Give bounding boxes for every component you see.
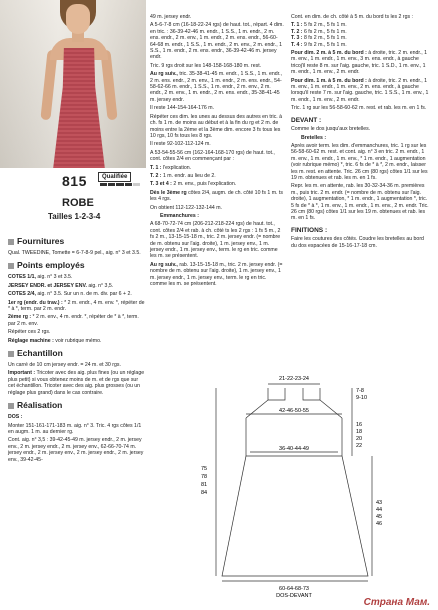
right-bottom-dim-2: 44 <box>376 507 383 513</box>
paragraph: A 68-70-72-74 cm (206-212-218-224 rgs) de haut. tot., cont. côtes 2/4 et rab. à ch. côté ts les 2 rgs : 1 fs 5 m., 2 fs 2 m., 13-15-15-18 m., tric. 2 m. jersey endr. (= nombre de m. obtenu sur l'aig. droite), 1 m. jersey env., 1 m. jersey endr., 1 m. jersey env., term. le rg en tric. comme les m. se présentent. <box>150 221 281 260</box>
right-mid-dim-1: 16 <box>356 422 363 428</box>
diagram-caption: DOS-DEVANT <box>276 593 312 599</box>
dos-text-2: Cont. aig. n° 3,5 : 39-42-45-49 m. jersey endr., 2 m. jersey env., 2 m. jersey endr., 2 m. jersey env., 62-66-70-74 m. jersey endr., 2 m. jersey env., 2 m. jersey endr., 2 m. jersey env., 39-42-45- <box>8 437 144 463</box>
paragraph: Tric. 1 rg sur les 56-58-60-62 m. rest. et rab. les m. en 1 fs. <box>291 105 427 112</box>
top-dimension: 21-22-23-24 <box>279 376 309 382</box>
paragraph: Pour dim. 2 m. à 5 m. du bord : à droite, tric. 2 m. endr., 1 m. env., 1 m. endr., 1 m. env., 3 m. ens. endr., à gauche tricoj'il reste 8 m. sur l'aig. gauche, tric. 1 S.D., 1 m. env., 1 m. endr., 1 m. env., 2 m. endr. <box>291 50 428 76</box>
point-item: JERSEY ENDR. et JERSEY ENV. aig. n° 3,5. <box>8 282 114 289</box>
point-item: Réglage machine : voir rubrique mémo. <box>8 337 102 344</box>
waist-dimension: 36-40-44-49 <box>279 446 309 452</box>
pattern-sizes: Tailles 1-2-3-4 <box>48 212 101 221</box>
point-item: 1er rg (endr. du trav.) : * 2 m. endr., 4 m. env. *, répéter de * à *, term. par 2 m. endr. <box>8 299 145 313</box>
paragraph: Repr. les m. en attente, rab. les 30-32-34-36 m. premières m., puis tric. 2 m. endr. (= nombre de m. obtenu sur l'aig. droite), 1 augmentation, * 1 m. endr., 1 augmentation *, tric. 5 fs de * à *, 1 m. env., 1 m. endr., 1 m. env., 2 m. endr. Tric. 26 cm (80 rgs) côtes 1/1 sur les 19 m. obtenues et rab. les m. en 1 fs. <box>291 183 429 222</box>
devant-label: DEVANT : <box>291 116 322 124</box>
paragraph: Il reste 144-154-164-176 m. <box>150 105 215 112</box>
paragraph: Au rg suiv., rab. 13-15-15-18 m., tric. 2 m. jersey endr. (= nombre de m. obtenu sur l'aig. droite), 1 m. jersey env., 1 m. jersey endr., 1 m. jersey env., term. le rg en tric. comme les m. se présentent. <box>150 261 283 288</box>
paragraph: 49 m. jersey endr. <box>150 14 192 20</box>
right-mid-dim-3: 20 <box>356 436 363 442</box>
paragraph: T. 2 : 1 m. endr. au lieu de 2. <box>150 172 216 179</box>
point-item: 2ème rg : * 2 m. env., 4 m. endr. *, répéter de * à *, term. par 2 m. env. <box>8 314 139 327</box>
paragraph: A 5-6-7-8 cm (16-18-22-24 rgs) de haut. tot., répart. 4 dim. en tric. : 36-39-42-46 m. endr., 1 S.S., 1 m. endr., 2 m. ens. endr., 2 m. env., 1 m. endr., 2 m. ens. endr., 56-60-64-68 m. endr., 1 S.S., 1 m. endr., 2 m. env., 2 m. endr., 1 S.S., 1 m. endr., 2 m. ens. endr., 36-39-42-46 m. jersey endr. <box>150 22 284 61</box>
paragraph: T. 1 : l'explication. <box>150 164 192 171</box>
paragraph: T. 1 : 5 fs 2 m., 5 fs 1 m. <box>291 22 347 29</box>
pattern-title: ROBE <box>62 197 94 209</box>
point-item: Répéter ces 2 rgs. <box>8 329 51 336</box>
site-watermark: Страна Мам. <box>363 597 430 608</box>
quality-badge: Qualifiée <box>98 172 131 182</box>
right-mid-dim-2: 18 <box>356 429 363 435</box>
column-3 <box>291 14 431 251</box>
finitions-label: FINITIONS : <box>291 226 328 234</box>
right-bottom-dim-1: 43 <box>376 500 383 506</box>
left-dim-2: 78 <box>200 474 208 480</box>
paragraph: T. 4 : 9 fs 2 m., 5 fs 1 m. <box>291 41 347 48</box>
paragraph: T. 3 et 4 : 2 m. env., puis l'explication. <box>150 181 237 188</box>
paragraph: On obtient 112-122-132-144 m. <box>150 204 222 211</box>
right-top-dim-2: 9-10 <box>356 395 368 401</box>
garment-schematic <box>150 370 434 600</box>
paragraph: T. 2 : 6 fs 2 m., 5 fs 1 m. <box>291 28 347 35</box>
paragraph: Répéter ces dim. les unes au dessus des autres en tric. à ch. fs 1 m. de moins au début et à la fin du rg et 2 m. de moins entre la 2ème et la 3ème dim. encore 3 fs tous les 10 rgs, 10 fs tous les 8 rgs. <box>150 113 283 139</box>
echantillon-text: Un carré de 10 cm jersey endr. = 24 m. et 30 rgs. <box>8 362 121 369</box>
fournitures-text: Qual. TWEEDINE, Tomette = 6-7-8-9 pel., aig. n° 3 et 3.5. <box>8 250 141 256</box>
emmanchures-label: Emmanchures : <box>160 212 199 219</box>
right-top-dim-1: 7-8 <box>356 388 364 394</box>
dos-label: DOS : <box>8 414 23 421</box>
left-dim-4: 84 <box>200 490 208 496</box>
pattern-number: 815 <box>62 173 87 189</box>
bust-dimension: 42-46-50-55 <box>279 408 309 414</box>
left-dim-3: 81 <box>200 482 208 488</box>
right-bottom-dim-4: 46 <box>376 521 383 527</box>
section-echantillon: Echantillon <box>8 348 146 358</box>
paragraph: Cont. en dim. de ch. côté à 5 m. du bord ts les 2 rgs : <box>291 14 413 20</box>
section-realisation: Réalisation <box>8 400 146 410</box>
paragraph: Tric. 9 rgs droit sur les 148-158-168-180 m. rest. <box>150 62 262 69</box>
point-item: COTES 2/4, aig. n° 3.5. Sur un n. de m. div. par 6 + 2. <box>8 291 132 298</box>
hem-dimension: 60-64-68-73 <box>279 586 309 592</box>
column-2 <box>150 14 284 289</box>
left-dim-1: 75 <box>200 466 208 472</box>
paragraph: Comme le dos jusqu'aux bretelles. <box>291 126 371 133</box>
paragraph: Au rg suiv., tric. 35-38-41-45 m. endr., 1 S.S., 1 m. endr., 2 m. ens. endr., 2 m. env., 1 m. endr., 2 m. ens. endr., 54-58-62-66 m. endr., 1 S.S., 1 m. endr., 2 m. env., 2 m. endr., 2 m. env., 1 m. endr., 2 m. ens. endr., 35-38-41-45 m. jersey endr. <box>150 71 282 103</box>
column-1 <box>8 232 146 465</box>
right-bottom-dim-3: 45 <box>376 514 383 520</box>
paragraph: T. 3 : 8 fs 2 m., 5 fs 1 m. <box>291 35 347 42</box>
right-mid-dim-4: 22 <box>356 443 363 449</box>
point-item: COTES 1/1, aig. n° 3 et 3.5. <box>8 274 73 281</box>
dos-text-1: Monter 151-161-171-183 m. aig. n° 3. Tric. 4 rgs côtes 1/1 en augm. 1 m. au dernier rg. <box>8 422 142 435</box>
paragraph: Après avoir term. les dim. d'emmanchures, tric. 1 rg sur les 56-58-60-62 m. rest. et cont. aig. n° 3 en tric. 2 m. endr., 1 m. env., 1 m. endr., 1 m. env., * 1 m. endr., 1 augmentation (voir rubrique mémo) *, tric. 6 fs de * à *, 2 m. endr., laisser les m. rest. en attente. Tric. 26 cm (80 rgs) côtes 1/1 sur les 19 m. obtenues et rab. les m. en 1 fs. <box>291 142 428 181</box>
paragraph: Pour dim. 1 m. à 5 m. du bord : à droite, tric. 2 m. endr., 1 m. env., 1 m. endr., 1 m. env., 2 m. ens. endr., à gauche lorsqu'il reste 7 m. sur l'aig. gauche, tric. 1 S.S., 1 m. env., 1 m. endr., 1 m. env., 2 m. endr. <box>291 77 429 103</box>
section-fournitures: Fournitures <box>8 236 146 246</box>
paragraph: A 53-54-55-56 cm (162-164-168-170 rgs) de haut. tot., cont. côtes 2/4 en commençant par : <box>150 149 275 163</box>
bretelles-label: Bretelles : <box>301 134 327 141</box>
paragraph: Il reste 92-102-112-124 m. <box>150 141 211 148</box>
quality-level-bar <box>100 183 140 186</box>
paragraph: Faire les coutures des côtés. Coudre les bretelles au bord du dos espacées de 15-16-17-18 cm. <box>291 236 424 249</box>
model-photo <box>0 0 146 168</box>
echantillon-important: Important : Tricoter avec des aig. plus fines (ou un réglage plus petit) si vous obtenez moins de m. et de rgs que sur cet échantillon. Tricoter avec des aig. plus grosses (ou un réglage plus grand) dans le cas contraire. <box>8 370 145 396</box>
section-points: Points employés <box>8 260 146 270</box>
paragraph: Dès le 3ème rg côtes 2/4, augm. de ch. côté 10 fs 1 m. ts les 4 rgs. <box>150 189 283 203</box>
